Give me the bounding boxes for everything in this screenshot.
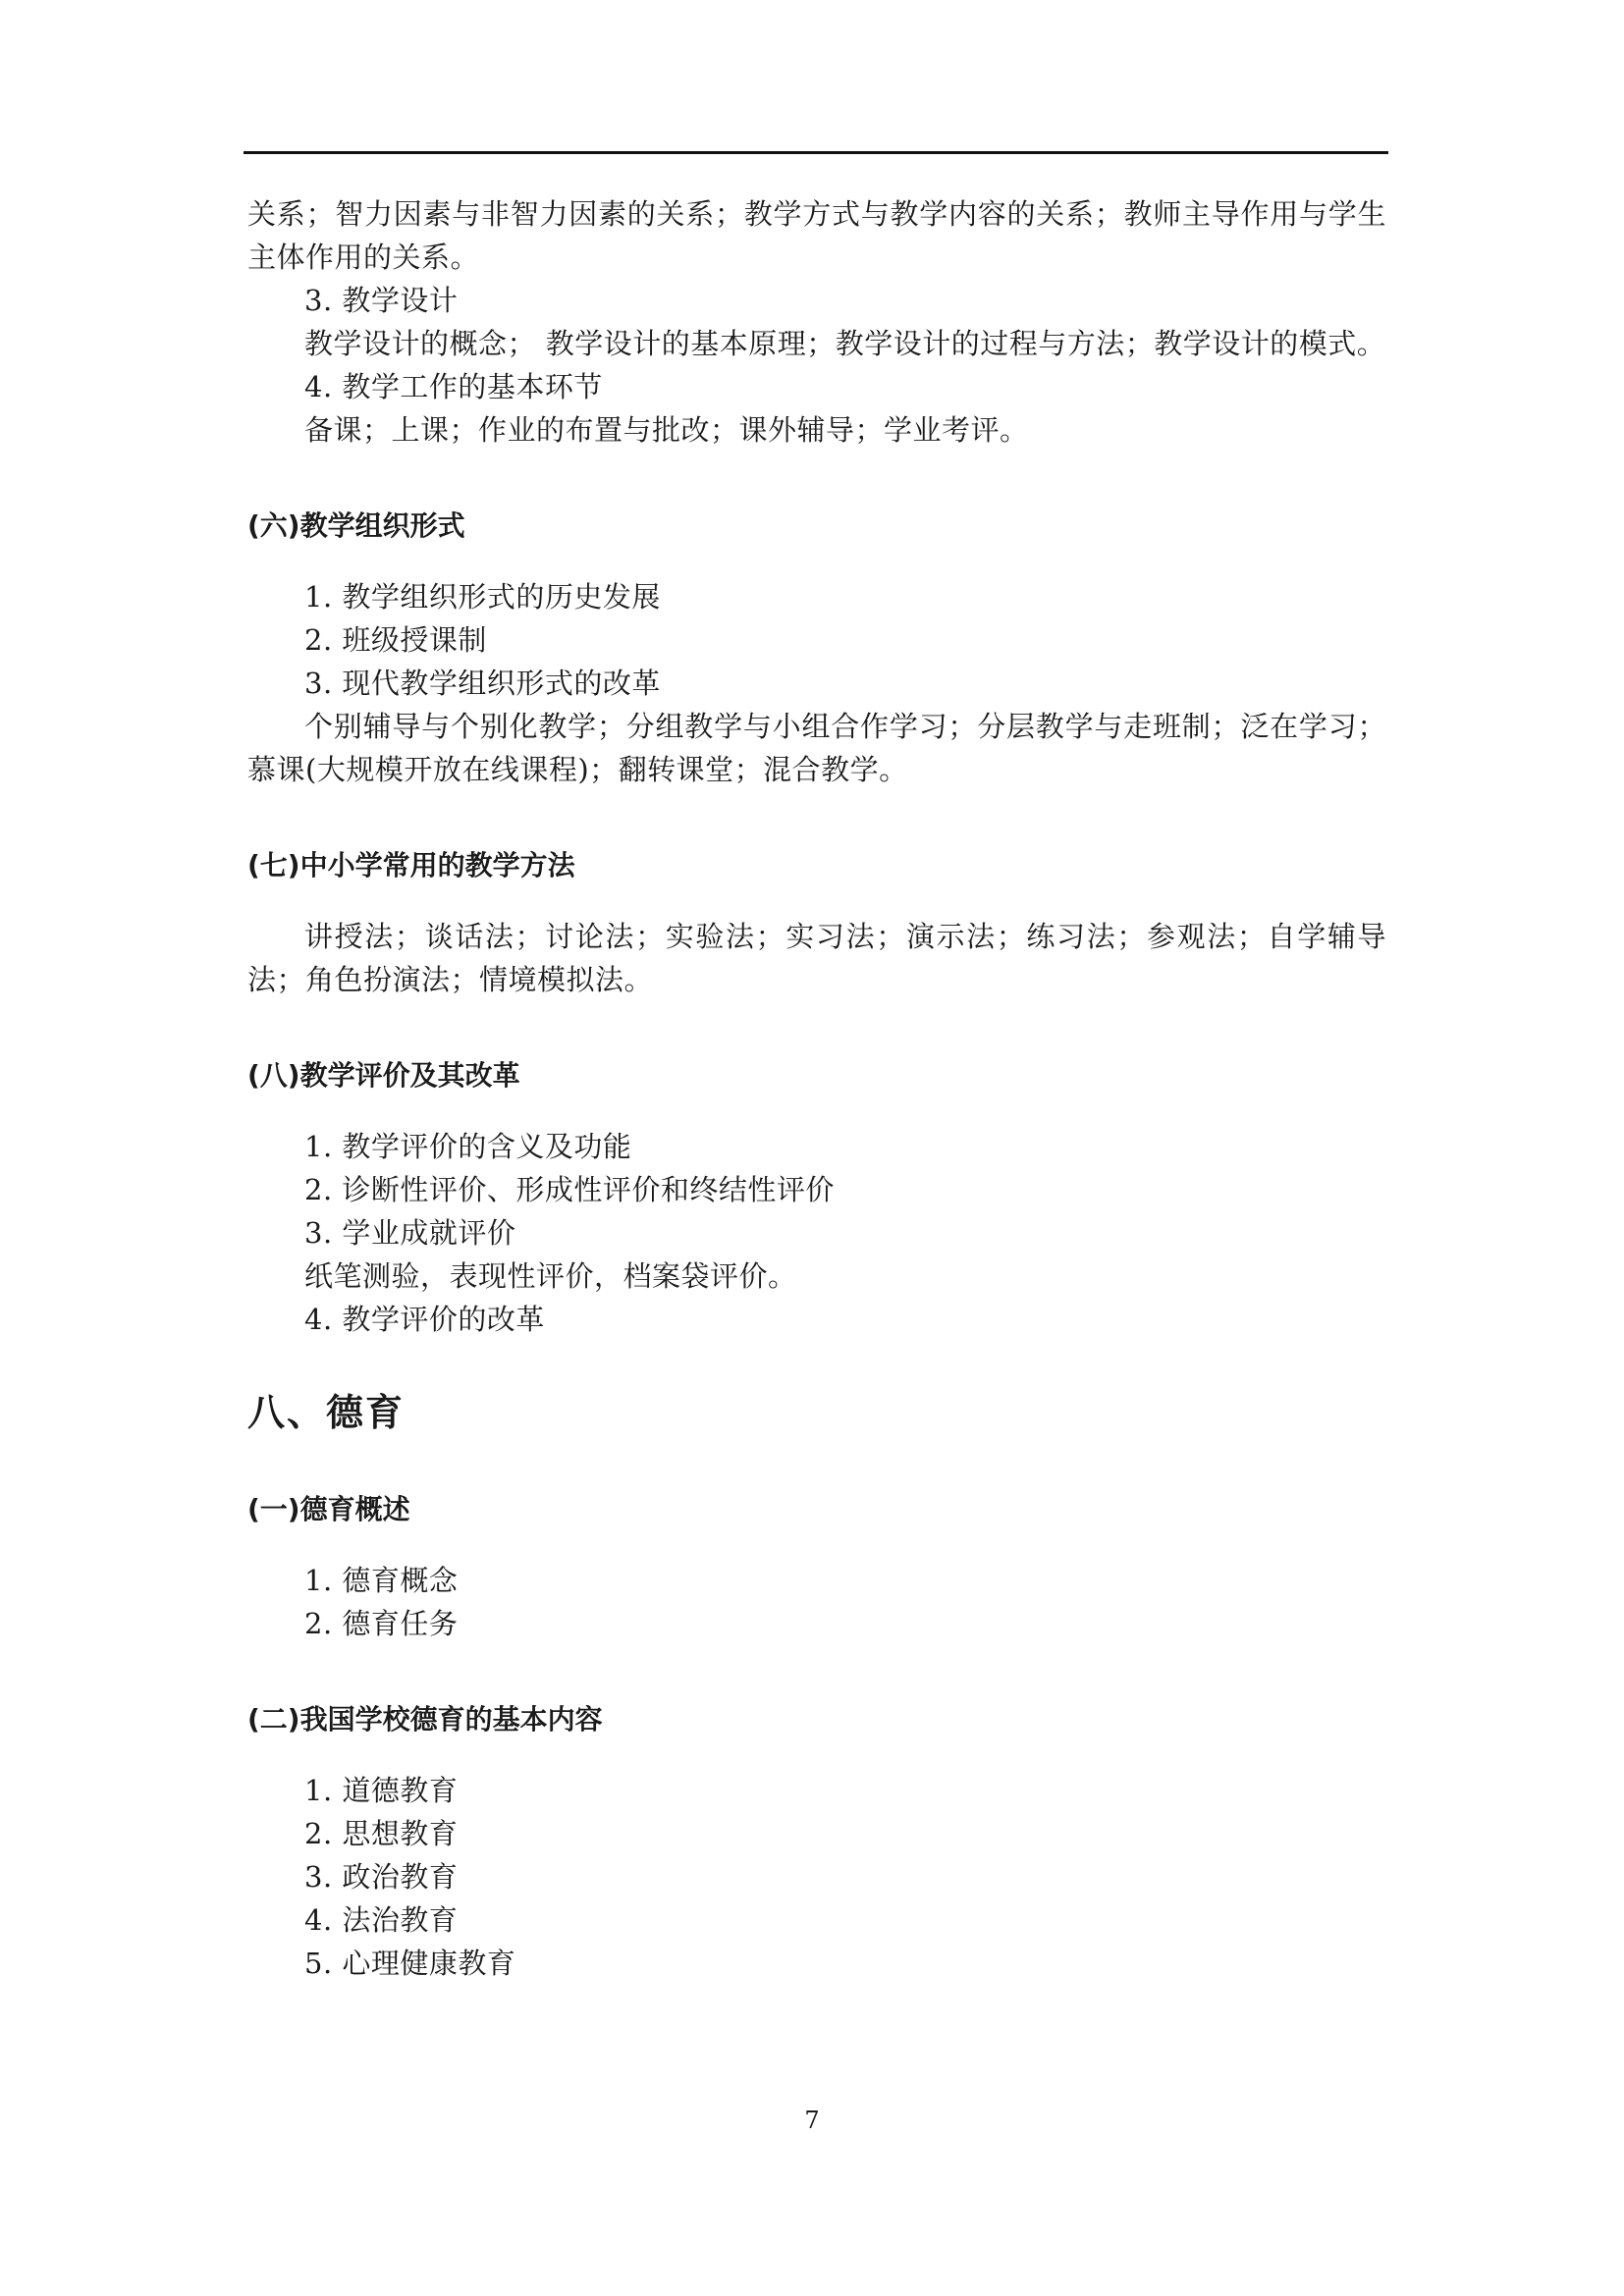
list-item: 1. 教学组织形式的历史发展 <box>304 580 661 614</box>
list-item: 2. 诊断性评价、形成性评价和终结性评价 <box>304 1173 835 1206</box>
list-item: 3. 教学设计 <box>304 284 459 317</box>
section-paragraph: 讲授法；谈话法；讨论法；实验法；实习法；演示法；练习法；参观法；自学辅导法；角色扮演法；情境模拟法。 <box>247 920 1386 996</box>
list-item: 1. 教学评价的含义及功能 <box>304 1130 632 1163</box>
section-heading: (七)中小学常用的教学方法 <box>247 849 575 881</box>
list-item: 4. 教学工作的基本环节 <box>304 370 603 403</box>
list-item: 4. 教学评价的改革 <box>304 1303 545 1336</box>
list-item: 5. 心理健康教育 <box>304 1947 516 1980</box>
list-item: 2. 德育任务 <box>304 1607 459 1640</box>
section-heading: (六)教学组织形式 <box>247 509 465 542</box>
list-item: 2. 思想教育 <box>304 1817 459 1850</box>
intro-paragraph: 关系；智力因素与非智力因素的关系；教学方式与教学内容的关系；教师主导作用与学生主体作用的关系。 <box>247 197 1386 274</box>
item-description: 教学设计的概念； 教学设计的基本原理；教学设计的过程与方法；教学设计的模式。 <box>304 327 1386 360</box>
header-rule <box>244 151 1388 154</box>
section-heading: (八)教学评价及其改革 <box>247 1059 520 1092</box>
list-item: 1. 德育概念 <box>304 1564 459 1597</box>
list-item: 3. 学业成就评价 <box>304 1216 516 1250</box>
list-item: 1. 道德教育 <box>304 1774 459 1807</box>
item-description: 纸笔测验，表现性评价，档案袋评价。 <box>304 1259 797 1293</box>
page-content <box>247 192 1386 1985</box>
list-item: 2. 班级授课制 <box>304 623 487 657</box>
section-heading: (二)我国学校德育的基本内容 <box>247 1703 603 1735</box>
section-heading: (一)德育概述 <box>247 1493 410 1525</box>
item-description: 个别辅导与个别化教学；分组教学与小组合作学习；分层教学与走班制；泛在学习；慕课(大规模开放在线课程)；翻转课堂；混合教学。 <box>247 710 1386 786</box>
chapter-heading: 八、德育 <box>247 1391 406 1434</box>
list-item: 4. 法治教育 <box>304 1903 459 1937</box>
item-description: 备课；上课；作业的布置与批改；课外辅导；学业考评。 <box>304 413 1029 447</box>
list-item: 3. 政治教育 <box>304 1860 459 1894</box>
page-number: 7 <box>804 2107 820 2134</box>
list-item: 3. 现代教学组织形式的改革 <box>304 667 661 700</box>
